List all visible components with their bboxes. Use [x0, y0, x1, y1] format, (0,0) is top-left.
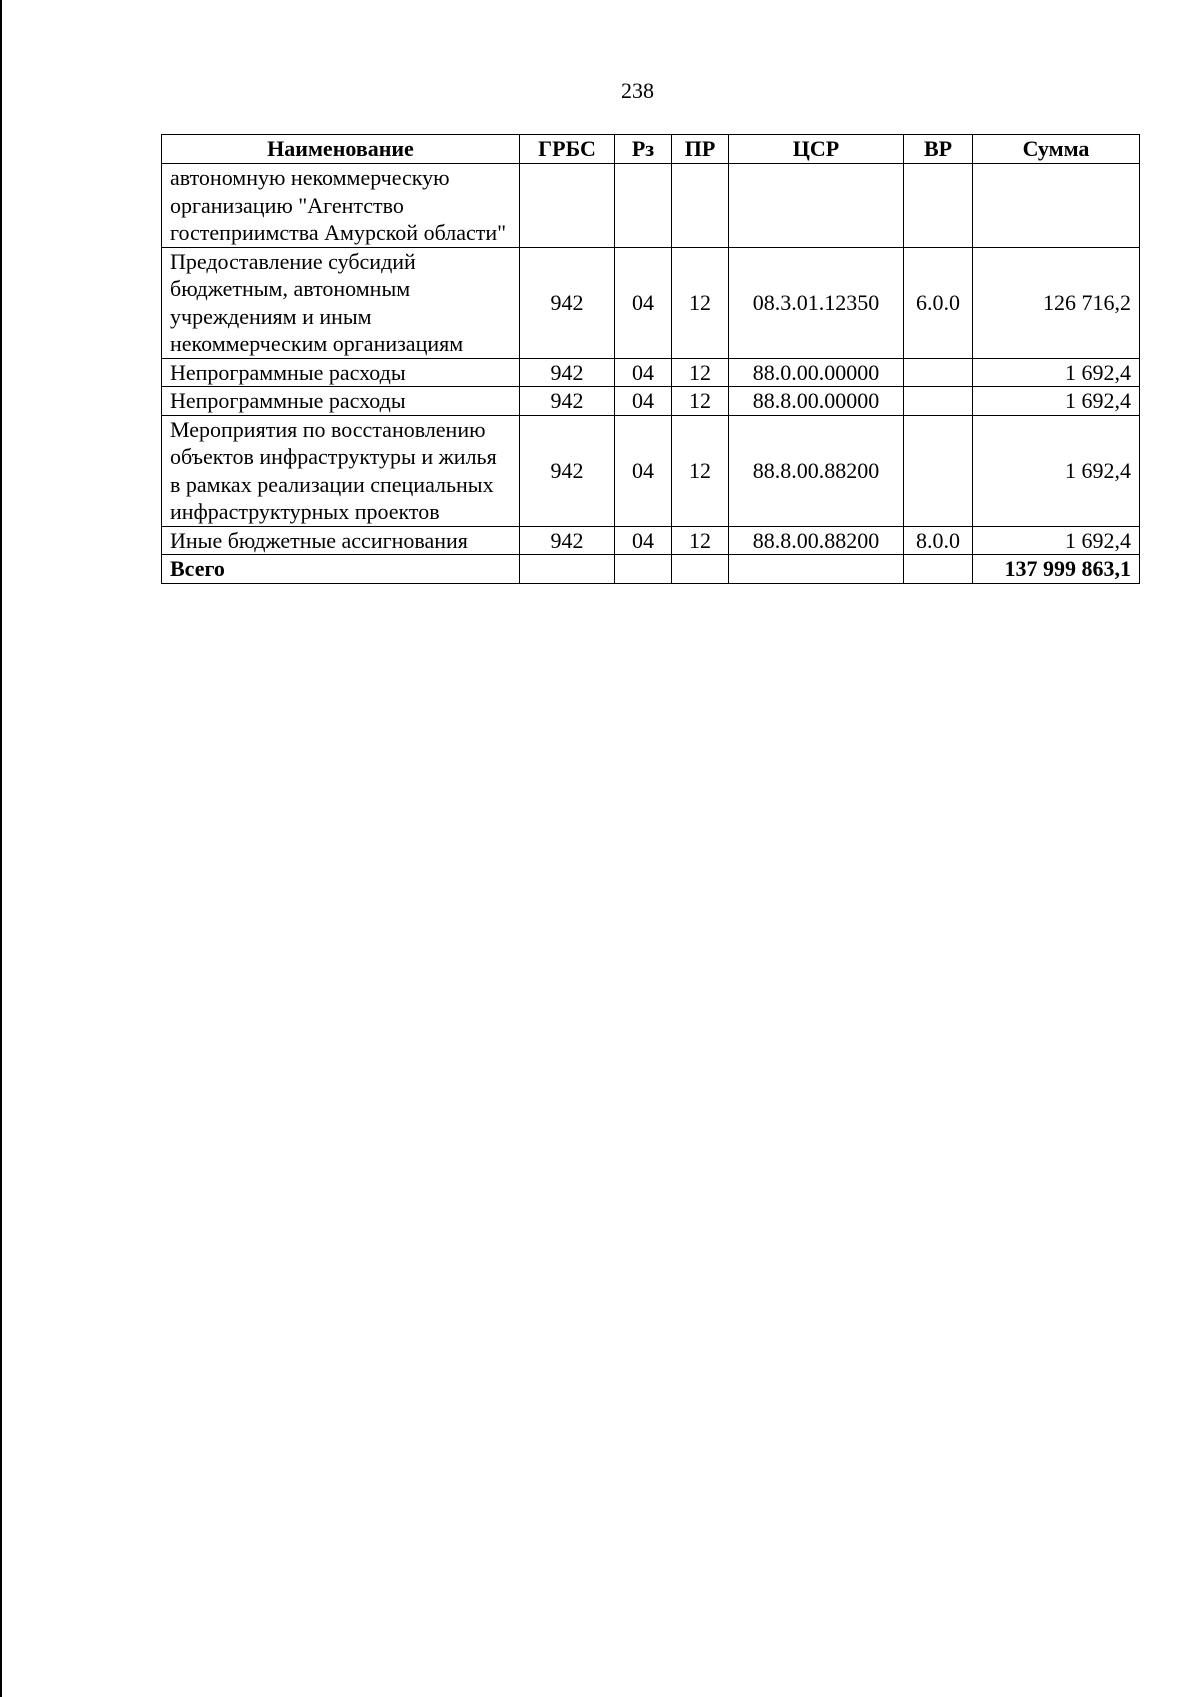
row-grbs: 942 [520, 387, 615, 416]
row-csr: 88.0.00.00000 [729, 358, 904, 387]
row-name: Иные бюджетные ассигнования [162, 526, 520, 555]
row-name: Мероприятия по восстановлению объектов инфраструктуры и жилья в рамках реализации специальных инфраструктурных проектов [162, 415, 520, 526]
header-csr: ЦСР [729, 135, 904, 164]
row-sum: 1 692,4 [973, 358, 1140, 387]
row-csr: 08.3.01.12350 [729, 247, 904, 358]
row-pr: 12 [672, 415, 729, 526]
table-row [162, 164, 1140, 248]
row-rz: 04 [615, 358, 672, 387]
row-rz: 04 [615, 247, 672, 358]
total-empty-cell [729, 555, 904, 584]
header-rz: Рз [615, 135, 672, 164]
row-sum [973, 164, 1140, 248]
row-sum: 1 692,4 [973, 415, 1140, 526]
table-row [162, 247, 1140, 358]
total-sum: 137 999 863,1 [973, 555, 1140, 584]
table-row [162, 526, 1140, 555]
row-pr: 12 [672, 387, 729, 416]
row-name: Предоставление субсидий бюджетным, автономным учреждениям и иным некоммерческим организациям [162, 247, 520, 358]
table-header-row [162, 135, 1140, 164]
row-csr [729, 164, 904, 248]
row-rz: 04 [615, 526, 672, 555]
row-grbs: 942 [520, 526, 615, 555]
row-name: Непрограммные расходы [162, 358, 520, 387]
header-grbs: ГРБС [520, 135, 615, 164]
header-pr: ПР [672, 135, 729, 164]
table-row [162, 358, 1140, 387]
row-name: Непрограммные расходы [162, 387, 520, 416]
row-grbs [520, 164, 615, 248]
budget-table [161, 134, 1140, 584]
row-sum: 126 716,2 [973, 247, 1140, 358]
row-pr: 12 [672, 247, 729, 358]
row-vr [904, 164, 973, 248]
row-pr [672, 164, 729, 248]
row-pr: 12 [672, 526, 729, 555]
row-rz: 04 [615, 415, 672, 526]
row-vr [904, 387, 973, 416]
row-name: автономную некоммерческую организацию "Агентство гостеприимства Амурской области" [162, 164, 520, 248]
row-vr: 8.0.0 [904, 526, 973, 555]
table-row [162, 387, 1140, 416]
table-row [162, 415, 1140, 526]
total-empty-cell [615, 555, 672, 584]
total-empty-cell [520, 555, 615, 584]
row-rz: 04 [615, 387, 672, 416]
total-empty-cell [904, 555, 973, 584]
row-sum: 1 692,4 [973, 387, 1140, 416]
row-pr: 12 [672, 358, 729, 387]
total-row [162, 555, 1140, 584]
total-label: Всего [162, 555, 520, 584]
row-grbs: 942 [520, 415, 615, 526]
row-grbs: 942 [520, 358, 615, 387]
row-vr [904, 358, 973, 387]
total-empty-cell [672, 555, 729, 584]
row-csr: 88.8.00.88200 [729, 526, 904, 555]
row-csr: 88.8.00.00000 [729, 387, 904, 416]
header-vr: ВР [904, 135, 973, 164]
header-name: Наименование [162, 135, 520, 164]
row-csr: 88.8.00.88200 [729, 415, 904, 526]
row-vr [904, 415, 973, 526]
row-sum: 1 692,4 [973, 526, 1140, 555]
row-rz [615, 164, 672, 248]
row-vr: 6.0.0 [904, 247, 973, 358]
scan-edge-line [0, 0, 2, 1697]
header-sum: Сумма [973, 135, 1140, 164]
row-grbs: 942 [520, 247, 615, 358]
page-number: 238 [621, 78, 654, 103]
